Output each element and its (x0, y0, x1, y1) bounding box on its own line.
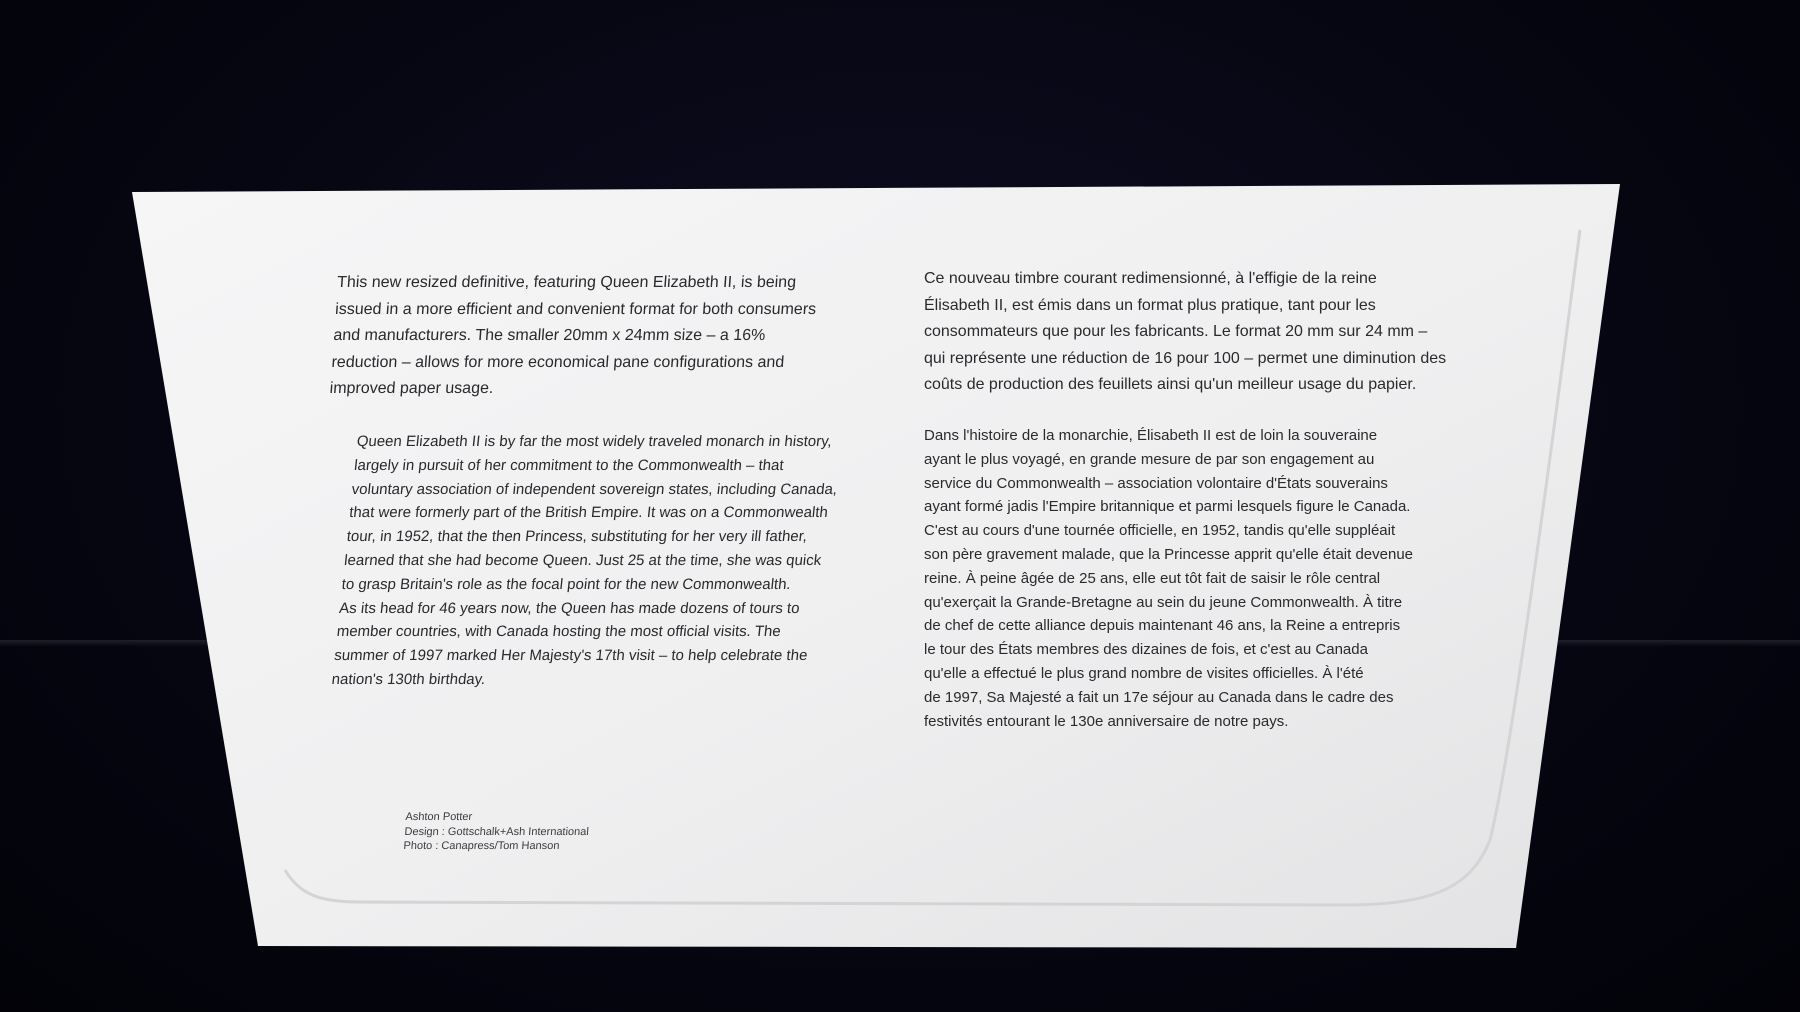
french-history-paragraph: Dans l'histoire de la monarchie, Élisabeth II est de loin la souveraine ayant le plus voyagé, en grande mesure de par son engagement au service du Commonwealth – association volontaire d'États souverains ayant formé jadis l'Empire britannique et parmi lesquels figure le Canada. C'est au cours d'une tournée officielle, en 1952, tandis qu'elle suppléait son père gravement malade, que la Princesse apprit qu'elle était devenue reine. À peine âgée de 25 ans, elle eut tôt fait de saisir le rôle central qu'exerçait la Grande-Bretagne au sein du jeune Commonwealth. À titre de chef de cette alliance depuis maintenant 46 ans, la Reine a entrepris le tour des États membres des dizaines de fois, et c'est au Canada qu'elle a effectué le plus grand nombre de visites officielles. À l'été de 1997, Sa Majesté a fait un 17e séjour au Canada dans le cadre des festivités entourant le 130e anniversaire de notre pays. (924, 427, 1414, 730)
french-intro-paragraph: Ce nouveau timbre courant redimensionné, à l'effigie de la reine Élisabeth II, est émis dans un format plus pratique, tant pour les consommateurs que pour les fabricants. Le format 20 mm sur 24 mm – qui représente une réduction de 16 pour 100 – permet une diminution des coûts de production des feuillets ainsi qu'un meilleur usage du papier. (924, 270, 1447, 393)
credit-printer: Ashton Potter (405, 811, 473, 823)
english-history-paragraph: Queen Elizabeth II is by far the most widely traveled monarch in history, largely in pursuit of her commitment to the Commonwealth – that voluntary association of independent sovereign states, including Canada, that were formerly part of the British Empire. It was on a Commonwealth tour, in 1952, that the then Princess, substituting for her very ill father, learned that she had become Queen. Just 25 at the time, she was quick to grasp Britain's role as the focal point for the new Commonwealth. As its head for 46 years now, the Queen has made dozens of tours to member countries, with Canada hosting the most official visits. The summer of 1997 marked Her Majesty's 17th visit – to help celebrate the nation's 130th birthday. (330, 433, 839, 688)
credit-photo: Photo : Canapress/Tom Hanson (403, 840, 560, 852)
credit-design: Design : Gottschalk+Ash International (404, 825, 590, 838)
credits-block (403, 810, 590, 854)
english-intro-paragraph: This new resized definitive, featuring Queen Elizabeth II, is being issued in a more efficient and convenient format for both consumers and manufacturers. The smaller 20mm x 24mm size – a 16% reduction – allows for more economical pane configurations and improved paper usage. (329, 274, 817, 397)
